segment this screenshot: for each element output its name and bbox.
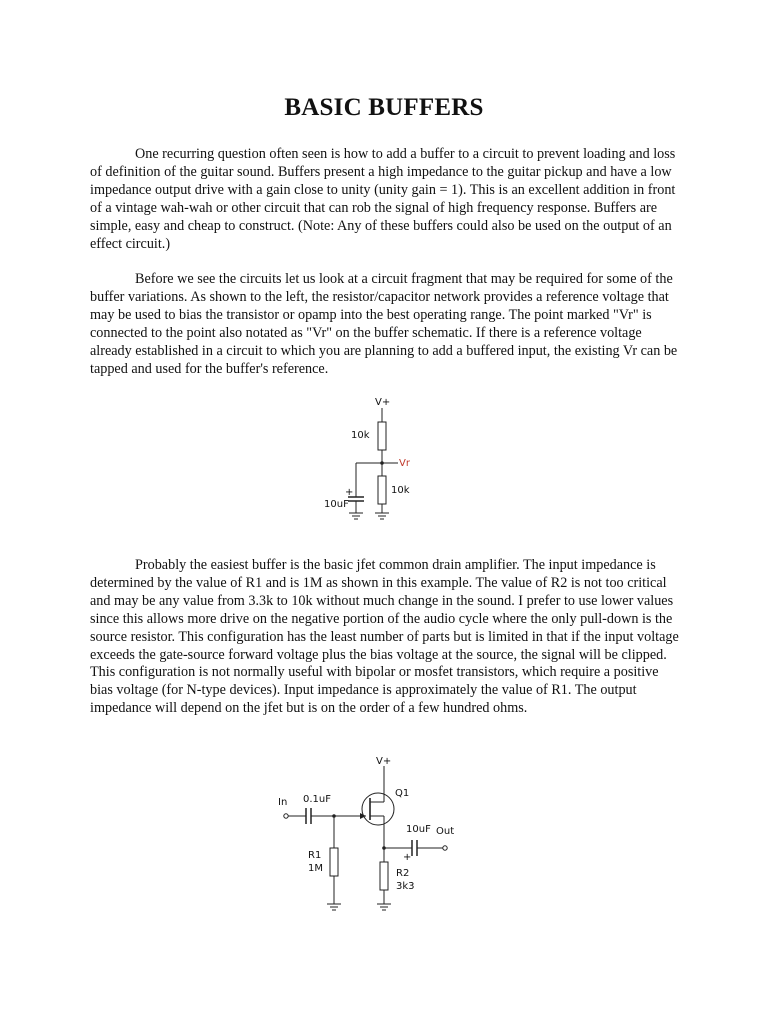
resistor-r-bottom [378,476,386,504]
q1-label: Q1 [395,788,410,799]
input-label: In [278,797,288,808]
r2-value-label: 3k3 [396,881,415,892]
resistor-r-top [378,422,386,450]
page-title: BASIC BUFFERS [284,94,484,121]
r1-name-label: R1 [308,850,322,861]
r1-value-label: 1M [308,863,323,874]
cap-polarity-label: + [345,487,354,498]
input-cap-label: 0.1uF [303,794,331,805]
supply-label-2: V+ [376,756,392,767]
r-top-label: 10k [351,430,370,441]
paragraph-intro-text: One recurring question often seen is how to add a buffer to a circuit to prevent loading and loss of definition of the guitar sound. Buffers present a high impedance to the guitar pickup and have a low impedance output drive with a gain close to unity (unity gain = 1). This is an excellent addition in front of a vintage wah-wah or other circuit that can rob the signal of high frequency response. Buffers are simple, easy and cheap to construct. (Note: Any of these buffers could also be used on the output of an effect circuit.) [90,146,676,252]
supply-label: V+ [375,397,391,408]
jfet-buffer-schematic [270,752,470,922]
paragraph-intro [90,146,680,253]
vr-label: Vr [399,458,410,469]
r-bottom-label: 10k [391,485,410,496]
paragraph-jfet-buffer-text: Probably the easiest buffer is the basic jfet common drain amplifier. The input impedance is determined by the value of R1 and is 1M as shown in this example. The value of R2 is not too critical and may be any value from 3.3k to 10k without much change in the sound. I prefer to use lower values since this allows more drive on the negative portion of the audio cycle where the only pull-down is the source resistor. This configuration has the least number of parts but is limited in that if the input voltage exceeds the gate-source forward voltage plus the bias voltage at the source, the signal will be clipped. This configuration is not normally useful with bipolar or mosfet transistors, which require a positive bias voltage (for N-type devices). Input impedance is approximately the value of R1. The output impedance will depend on the jfet but is on the order of a few hundred ohms. [90,557,679,717]
output-label: Out [436,826,455,837]
resistor-r1 [330,848,338,876]
output-cap-polarity: + [403,852,412,863]
output-cap-label: 10uF [406,824,431,835]
paragraph-reference-voltage-text: Before we see the circuits let us look at a circuit fragment that may be required for some of the buffer variations. As shown to the left, the resistor/capacitor network provides a reference voltage that may be used to bias the transistor or opamp into the best operating range. The point marked "Vr" is connected to the point also notated as "Vr" on the buffer schematic. If there is a reference voltage already established in a circuit to which you are planning to add a buffered input, the existing Vr can be tapped and used for the buffer's reference. [90,271,678,377]
reference-voltage-schematic [318,392,428,532]
jfet-q1 [362,793,394,825]
cap-label: 10uF [324,499,349,510]
resistor-r2 [380,862,388,890]
paragraph-jfet-buffer [90,557,680,718]
paragraph-reference-voltage [90,271,680,378]
r2-name-label: R2 [396,868,410,879]
